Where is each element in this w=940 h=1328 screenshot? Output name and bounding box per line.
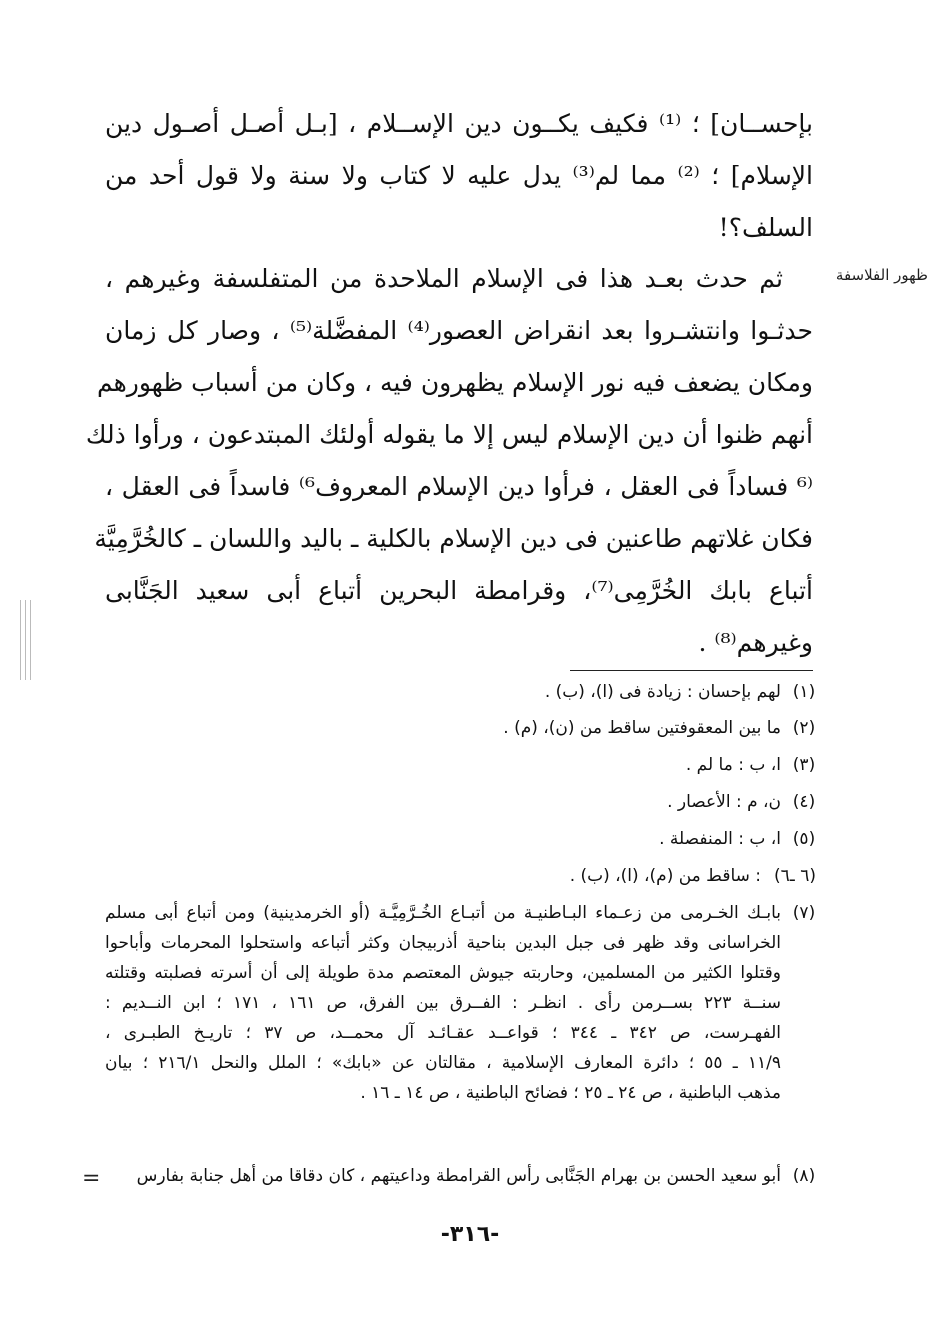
footnote-text: ا، ب : المنفصلة . [659,829,781,849]
footnote-text-line: الفهـرست، ص ٣٤٢ ـ ٣٤٤ ؛ قواعــد عقـائـد آل محمــد، ص ٣٧ ؛ تاريـخ الطبـرى ، [105,1023,781,1043]
footnote-text-line: الخراسانى وقد ظهر فى جبل البدين بناحية أذربيجان وكثر أتباعه واستحلوا المحرمات وأباحوا [105,933,781,953]
text-line: ⁽⁶ فساداً فى العقل ، فرأوا دين الإسلام المعروف⁶⁾ فاسداً فى العقل ، [105,472,813,501]
text-line: بإحســان] ؛ ⁽¹⁾ فكيف يكــون دين الإســلام ، [بـل أصـل أصـول دين [105,109,813,138]
footnote-number: (٨) [792,1166,816,1186]
footnote-text: ن، م : الأعصار . [667,792,781,812]
text-line: أنهم ظنوا أن دين الإسلام ليس إلا ما يقوله أولئك المبتدعون ، ورأوا ذلك [85,420,813,449]
footnote-number: (٥) [792,829,816,849]
paragraph-2 [85,253,814,669]
footnote-number: (٣) [792,755,816,775]
footnote-text: ا، ب : ما لم . [685,755,781,775]
footnote-7 [105,898,823,1108]
footnote-text: أبو سعيد الحسن بن بهرام الجَنَّابى رأس القرامطة وداعيتهم ، كان دقاقا من أهل جنابة بفارس [136,1166,781,1186]
footnote-text-line: وقتلوا الكثير من المسلمين، وحاربته جيوش المعتصم مدة طويلة إلى أن أسرته فصلبته وقتلته [105,963,781,983]
footnote-separator [570,670,813,671]
text-line: الإسلام] ؛ ⁽²⁾ مما لم⁽³⁾ يدل عليه لا كتاب ولا سنة ولا قول أحد من [105,161,814,190]
footnote-number: (٤) [792,792,816,812]
footnote-number: (٢) [792,718,816,738]
text-line: ومكان يضعف فيه نور الإسلام يظهرون فيه ، وكان من أسباب ظهورهم [96,368,813,397]
text-line: حدثـوا وانتشـروا بعد انقراض العصور⁽⁴⁾ المفضَّلة⁽⁵⁾ ، وصار كل زمان [105,316,814,345]
continuation-mark: = [82,1166,101,1191]
footnote-text: : ساقط من (م)، (ا)، (ب) . [569,866,761,886]
footnote-number: (١) [792,682,816,702]
text-line: فكان غلاتهم طاعنين فى دين الإسلام بالكلية ـ باليد واللسان ـ كالخُرَّمِيَّة [94,524,813,553]
footnote-text-line: بابـك الخـرمى من زعـماء البـاطنيـة من أتبـاع الخُـرَّمِيَّـة (أو الخرمدينية) ومن أتباع أبى مسلم [105,903,781,923]
text-line: ثم حدث بعـد هذا فى الإسلام الملاحدة من المتفلسفة وغيرهم ، [105,264,783,293]
page-number: -٣١٦- [440,1222,500,1247]
footnote-2 [105,713,823,743]
footnote-5 [105,824,823,854]
footnote-3 [105,750,823,780]
footnote-number: (٦ ـ٦) [774,866,816,886]
footnote-text: ما بين المعقوفتين ساقط من (ن)، (م) . [503,718,781,738]
binding-marks [18,600,32,680]
text-line: وغيرهم⁽⁸⁾ . [698,628,813,657]
footnote-8 [105,1161,823,1191]
footnote-text: لهم بإحسان : زيادة فى (ا)، (ب) . [544,682,781,702]
footnote-text-line: سنــة ٢٢٣ بســرمن رأى . انظـر : الفــرق بين الفرق، ص ١٦١ ، ١٧١ ؛ ابن النــديم : [105,993,782,1013]
paragraph-1 [105,98,813,254]
footnote-1 [105,677,823,707]
footnote-text-line: مذهب الباطنية ، ص ٢٤ ـ ٢٥ ؛ فضائح الباطنية ، ص ١٤ ـ ١٦ . [360,1083,781,1103]
footnote-text-line: ١١/٩ ـ ٥٥ ؛ دائرة المعارف الإسلامية ، مقالتان عن «بابك» ؛ الملل والنحل ٢١٦/١ ؛ بيان [105,1053,781,1073]
margin-heading: ظهور الفلاسفة [835,266,928,284]
footnote-number: (٧) [792,903,816,923]
footnote-6 [105,861,823,891]
text-line: أتباع بابك الخُرَّمِى⁽⁷⁾، وقرامطة البحرين أتباع أبى سعيد الجَنَّابى [105,576,814,605]
footnote-4 [105,787,823,817]
text-line: السلف؟! [718,213,813,242]
